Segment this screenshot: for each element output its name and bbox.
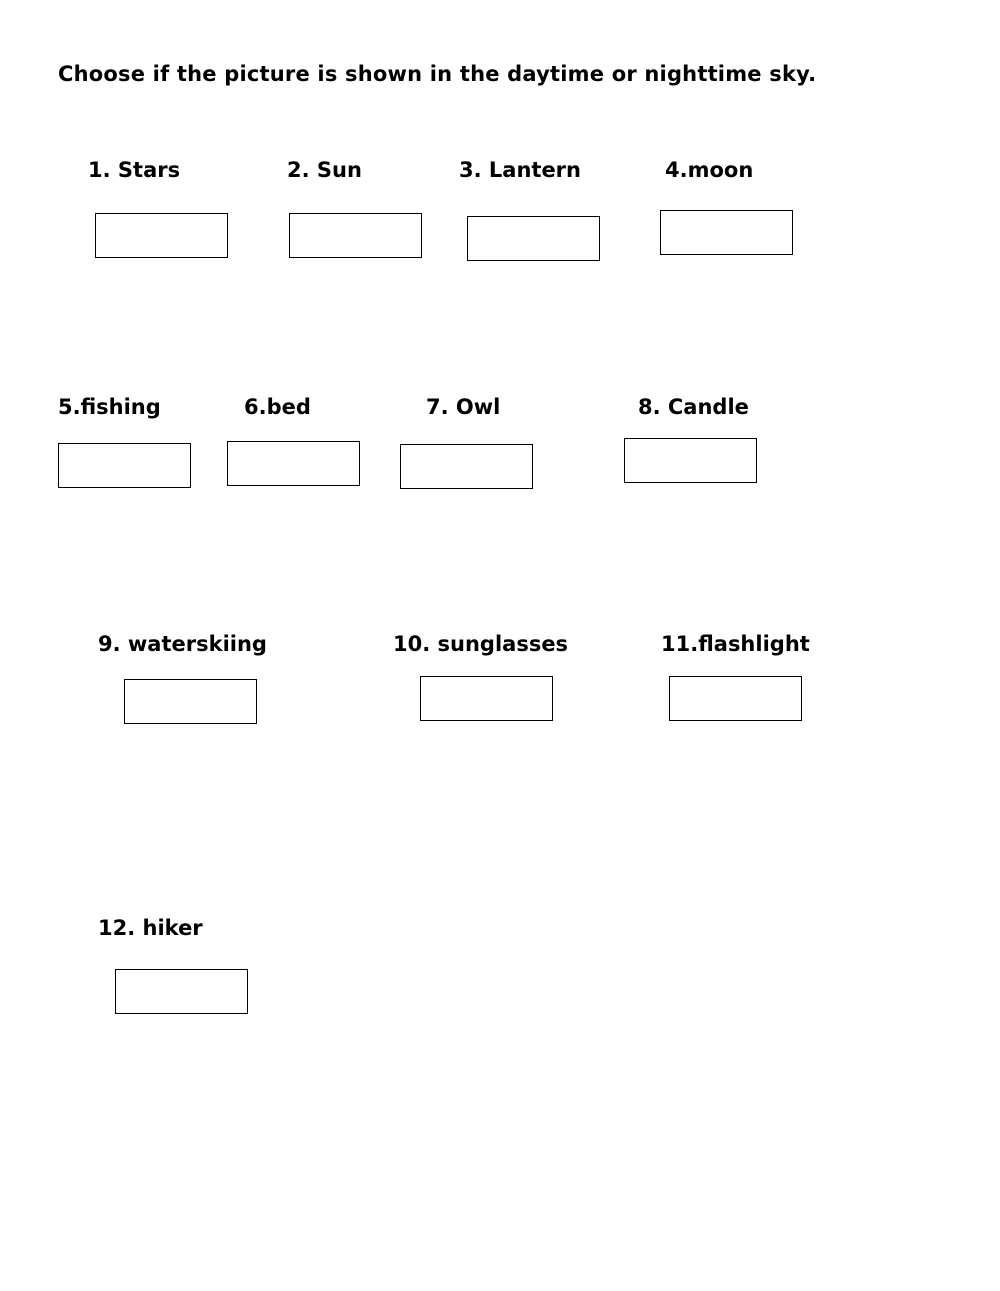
answer-box-stars[interactable] — [95, 213, 228, 258]
item-label-fishing: 5.fishing — [58, 395, 161, 419]
item-label-bed: 6.bed — [244, 395, 311, 419]
answer-box-sunglasses[interactable] — [420, 676, 553, 721]
answer-box-lantern[interactable] — [467, 216, 600, 261]
answer-box-sun[interactable] — [289, 213, 422, 258]
answer-box-candle[interactable] — [624, 438, 757, 483]
item-label-owl: 7. Owl — [426, 395, 501, 419]
item-label-sun: 2. Sun — [287, 158, 362, 182]
item-label-candle: 8. Candle — [638, 395, 749, 419]
item-label-flashlight: 11.flashlight — [661, 632, 810, 656]
answer-box-waterskiing[interactable] — [124, 679, 257, 724]
instruction-text: Choose if the picture is shown in the daytime or nighttime sky. — [58, 62, 817, 86]
item-label-hiker: 12. hiker — [98, 916, 203, 940]
answer-box-owl[interactable] — [400, 444, 533, 489]
item-label-moon: 4.moon — [665, 158, 754, 182]
answer-box-flashlight[interactable] — [669, 676, 802, 721]
item-label-stars: 1. Stars — [88, 158, 181, 182]
item-label-waterskiing: 9. waterskiing — [98, 632, 267, 656]
answer-box-fishing[interactable] — [58, 443, 191, 488]
answer-box-bed[interactable] — [227, 441, 360, 486]
answer-box-hiker[interactable] — [115, 969, 248, 1014]
item-label-lantern: 3. Lantern — [459, 158, 581, 182]
answer-box-moon[interactable] — [660, 210, 793, 255]
item-label-sunglasses: 10. sunglasses — [393, 632, 569, 656]
